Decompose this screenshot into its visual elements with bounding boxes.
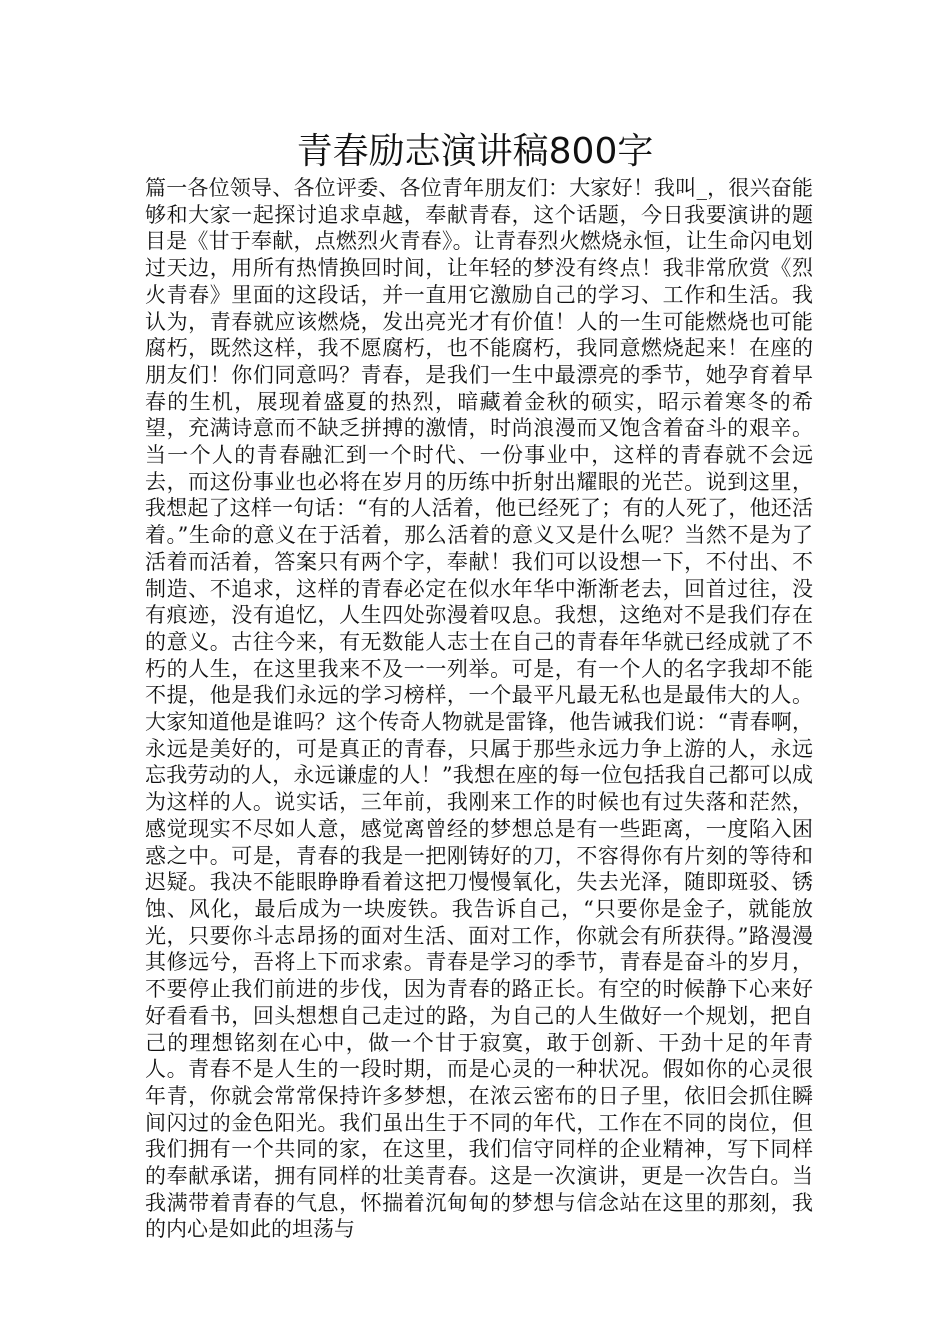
document-body: 篇一各位领导、各位评委、各位青年朋友们：大家好！我叫_，很兴奋能够和大家一起探讨追求卓越，奉献青春，这个话题，今日我要演讲的题目是《甘于奉献，点燃烈火青春》。让青春烈火燃烧永恒，让生命闪电划过天边，用所有热情换回时间，让年轻的梦没有终点！我非常欣赏《烈火青春》里面的这段话，并一直用它激励自己的学习、工作和生活。我认为，青春就应该燃烧，发出亮光才有价值！人的一生可能燃烧也可能腐朽，既然这样，我不愿腐朽，也不能腐朽，我同意燃烧起来！在座的朋友们！你们同意吗？青春，是我们一生中最漂亮的季节，她孕育着早春的生机，展现着盛夏的热烈，暗藏着金秋的硕实，昭示着寒冬的希望，充满诗意而不缺乏拼搏的激情，时尚浪漫而又饱含着奋斗的艰辛。当一个人的青春融汇到一个时代、一份事业中，这样的青春就不会远去，而这份事业也必将在岁月的历练中折射出耀眼的光芒。说到这里，我想起了这样一句话：“有的人活着，他已经死了；有的人死了，他还活着。”生命的意义在于活着，那么活着的意义又是什么呢？当然不是为了活着而活着，答案只有两个字，奉献！我们可以设想一下，不付出、不制造、不追求，这样的青春必定在似水年华中渐渐老去，回首过往，没有痕迹，没有追忆，人生四处弥漫着叹息。我想，这绝对不是我们存在的意义。古往今来，有无数能人志士在自己的青春年华就已经成就了不朽的人生，在这里我来不及一一列举。可是，有一个人的名字我却不能不提，他是我们永远的学习榜样，一个最平凡最无私也是最伟大的人。大家知道他是谁吗？这个传奇人物就是雷锋，他告诫我们说：“青春啊，永远是美好的，可是真正的青春，只属于那些永远力争上游的人，永远忘我劳动的人，永远谦虚的人！”我想在座的每一位包括我自己都可以成为这样的人。说实话，三年前，我刚来工作的时候也有过失落和茫然，感觉现实不尽如人意，感觉离曾经的梦想总是有一些距离，一度陷入困惑之中。可是，青春的我是一把刚铸好的刀，不容得你有片刻的等待和迟疑。我决不能眼睁睁看着这把刀慢慢氧化，失去光泽，随即斑驳、锈蚀、风化，最后成为一块废铁。我告诉自己，“只要你是金子，就能放光，只要你斗志昂扬的面对生活、面对工作，你就会有所获得。”路漫漫其修远兮，吾将上下而求索。青春是学习的季节，青春是奋斗的岁月，不要停止我们前进的步伐，因为青春的路正长。有空的时候静下心来好好看看书，回头想想自己走过的路，为自己的人生做好一个规划，把自己的理想铭刻在心中，做一个甘于寂寞，敢于创新、干劲十足的年青人。青春不是人生的一段时期，而是心灵的一种状况。假如你的心灵很年青，你就会常常保持许多梦想，在浓云密布的日子里，依旧会抓住瞬间闪过的金色阳光。我们虽出生于不同的年代，工作在不同的岗位，但我们拥有一个共同的家，在这里，我们信守同样的企业精神，写下同样的奉献承诺，拥有同样的壮美青春。这是一次演讲，更是一次告白。当我满带着青春的气息，怀揣着沉甸甸的梦想与信念站在这里的那刻，我的内心是如此的坦荡与 (145, 176, 813, 1242)
document-title: 青春励志演讲稿800字 (296, 131, 654, 172)
